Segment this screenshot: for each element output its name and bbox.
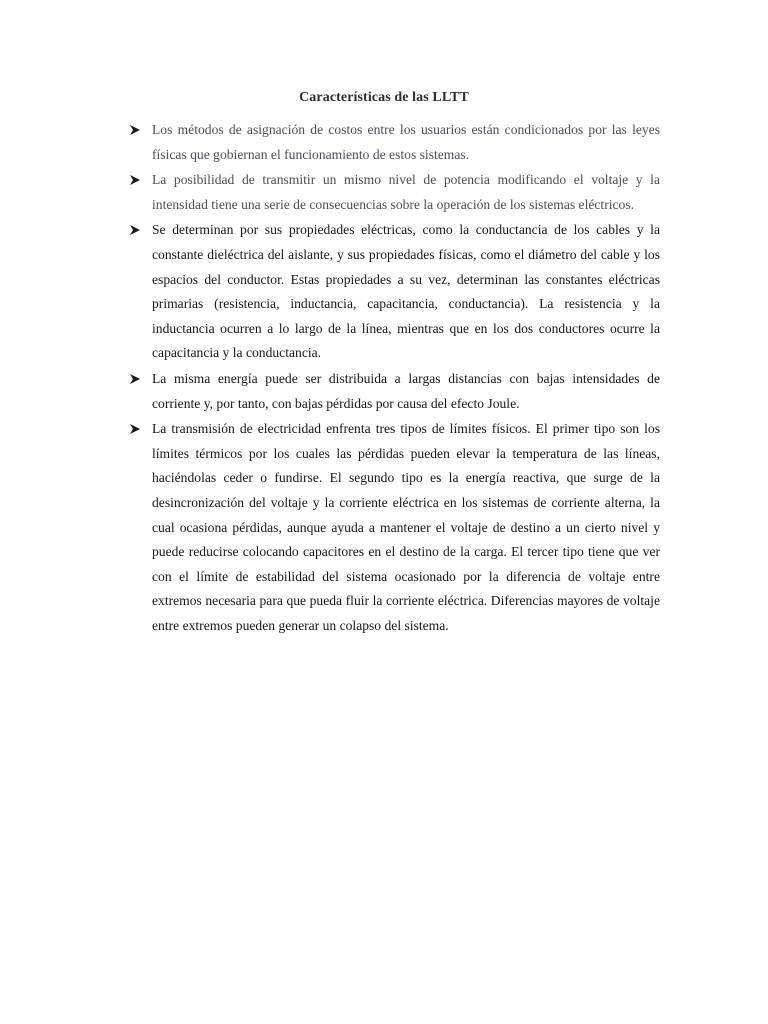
- bullet-list: [128, 118, 660, 639]
- bullet-text: Los métodos de asignación de costos entre los usuarios están condicionados por las leyes físicas que gobiernan el funcionamiento de estos sistemas.: [152, 122, 660, 162]
- bullet-item-costos: [128, 118, 660, 167]
- arrowhead-bullet-icon: [129, 417, 143, 441]
- bullet-text: La misma energía puede ser distribuida a largas distancias con bajas intensidades de corriente y, por tanto, con bajas pérdidas por causa del efecto Joule.: [152, 370, 660, 411]
- bullet-text: La transmisión de electricidad enfrenta tres tipos de límites físicos. El primer tipo son los límites térmicos por los cuales las pérdidas pueden elevar la temperatura de las líneas, haciéndolas ceder o fundirse. El segundo tipo es la energía reactiva, que surge de la desincronización del voltaje y la corriente eléctrica en los sistemas de corriente alterna, la cual ocasiona pérdidas, aunque ayuda a mantener el voltaje de destino a un cierto nivel y puede reducirse colocando capacitores en el destino de la carga. El tercer tipo tiene que ver con el límite de estabilidad del sistema ocasionado por la diferencia de voltaje entre extremos necesaria para que pueda fluir la corriente eléctrica. Diferencias mayores de voltaje entre extremos pueden generar un colapso del sistema.: [152, 421, 660, 633]
- arrowhead-bullet-icon: [129, 367, 143, 391]
- arrowhead-bullet-icon: [129, 168, 143, 192]
- document-title: Características de las LLTT: [299, 90, 469, 105]
- bullet-text: La posibilidad de transmitir un mismo nivel de potencia modificando el voltaje y la intensidad tiene una serie de consecuencias sobre la operación de los sistemas eléctricos.: [152, 172, 660, 212]
- bullet-item-propiedades: [128, 218, 660, 366]
- arrowhead-bullet-icon: [129, 118, 143, 142]
- bullet-item-energia: [128, 367, 660, 416]
- bullet-item-limites: [128, 417, 660, 638]
- bullet-text: Se determinan por sus propiedades eléctricas, como la conductancia de los cables y la constante dieléctrica del aislante, y sus propiedades físicas, como el diámetro del cable y los espacios del conductor. Estas propiedades a su vez, determinan las constantes eléctricas primarias (resistencia, inductancia, capacitancia, conductancia). La resistencia y la inductancia ocurren a lo largo de la línea, mientras que en los dos conductores ocurre la capacitancia y la conductancia.: [152, 222, 660, 361]
- bullet-item-potencia: [128, 168, 660, 217]
- arrowhead-bullet-icon: [129, 218, 143, 242]
